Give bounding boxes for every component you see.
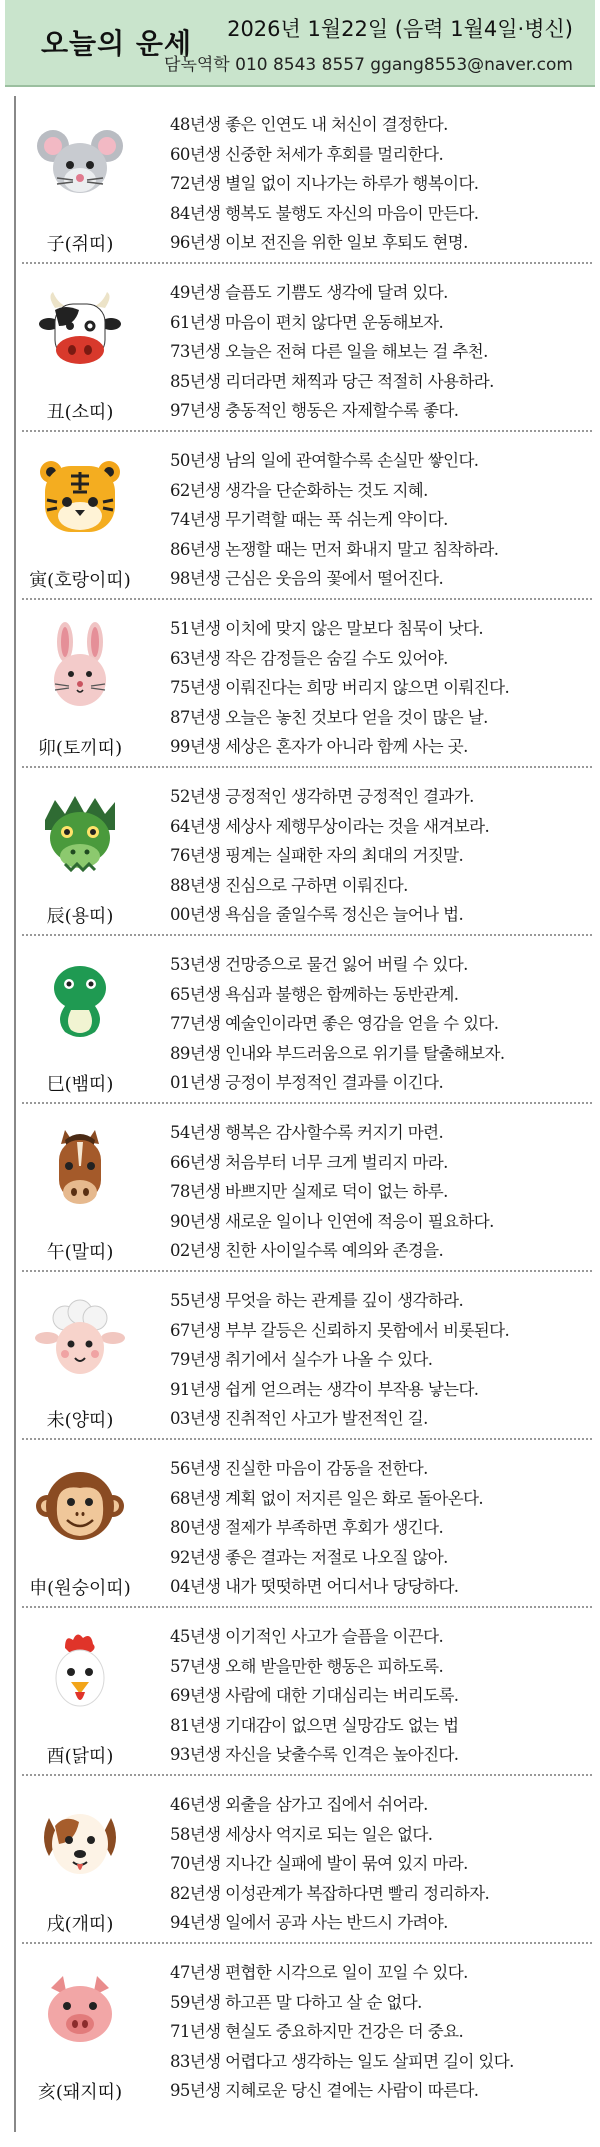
zodiac-entry-horse <box>22 1104 592 1272</box>
fortune-lines <box>170 950 590 1098</box>
fortune-line: 55년생 무엇을 하는 관계를 깊이 생각하라. <box>170 1291 464 1310</box>
fortune-line: 66년생 처음부터 너무 크게 벌리지 마라. <box>170 1152 448 1172</box>
rooster-icon <box>35 1630 125 1720</box>
fortune-line: 84년생 행복도 불행도 자신의 마음이 만든다. <box>170 203 479 223</box>
zodiac-label: 辰(용띠) <box>46 906 114 927</box>
fortune-line: 78년생 바쁘지만 실제로 덕이 없는 하루. <box>170 1182 448 1202</box>
sheep-icon <box>35 1294 125 1384</box>
fortune-line: 52년생 긍정적인 생각하면 긍정적인 결과가. <box>170 787 474 806</box>
fortune-line: 86년생 논쟁할 때는 먼저 화내지 말고 침착하라. <box>170 539 499 559</box>
zodiac-label: 巳(뱀띠) <box>46 1074 114 1095</box>
rat-icon <box>35 118 125 208</box>
fortune-line: 98년생 근심은 웃음의 꽃에서 떨어진다. <box>170 569 444 589</box>
fortune-line: 46년생 외출을 삼가고 집에서 쉬어라. <box>170 1795 428 1814</box>
fortune-line: 53년생 건망증으로 물건 잃어 버릴 수 있다. <box>170 955 468 974</box>
fortune-line: 01년생 긍정이 부정적인 결과를 이긴다. <box>170 1073 444 1093</box>
zodiac-entry-monkey <box>22 1440 592 1608</box>
fortune-line: 96년생 이보 전진을 위한 일보 후퇴도 현명. <box>170 233 468 253</box>
fortune-line: 94년생 일에서 공과 사는 반드시 가려야. <box>170 1913 448 1933</box>
fortune-line: 73년생 오늘은 전혀 다른 일을 해보는 걸 추천. <box>170 342 488 362</box>
fortune-line: 57년생 오해 받을만한 행동은 피하도록. <box>170 1656 444 1676</box>
fortune-line: 61년생 마음이 편치 않다면 운동해보자. <box>170 312 444 332</box>
animal-column <box>30 790 130 930</box>
fortune-line: 75년생 이뤄진다는 희망 버리지 않으면 이뤄진다. <box>170 678 510 698</box>
fortune-lines <box>170 110 590 258</box>
zodiac-label: 寅(호랑이띠) <box>29 570 131 591</box>
zodiac-label: 酉(닭띠) <box>46 1746 114 1767</box>
fortune-lines <box>170 614 590 762</box>
fortune-line: 59년생 하고픈 말 다하고 살 순 없다. <box>170 1992 422 2012</box>
dragon-icon <box>35 790 125 880</box>
fortune-line: 81년생 기대감이 없으면 실망감도 없는 법 <box>170 1715 459 1735</box>
fortune-line: 49년생 슬픔도 기쁨도 생각에 달려 있다. <box>170 283 448 302</box>
zodiac-entry-rat <box>22 96 592 264</box>
fortune-lines <box>170 1118 590 1266</box>
rabbit-icon <box>35 622 125 712</box>
zodiac-label: 戌(개띠) <box>46 1914 114 1935</box>
dog-icon <box>35 1798 125 1888</box>
animal-column <box>30 622 130 762</box>
animal-column <box>30 1798 130 1938</box>
fortune-lines <box>170 1790 590 1938</box>
zodiac-label: 亥(돼지띠) <box>37 2082 123 2103</box>
fortune-line: 89년생 인내와 부드러움으로 위기를 탈출해보자. <box>170 1043 505 1063</box>
fortune-lines <box>170 1454 590 1602</box>
zodiac-entry-dog <box>22 1776 592 1944</box>
fortune-line: 51년생 이치에 맞지 않은 말보다 침묵이 낫다. <box>170 619 484 638</box>
fortune-line: 70년생 지나간 실패에 발이 묶여 있지 마라. <box>170 1854 468 1874</box>
fortune-line: 90년생 새로운 일이나 인연에 적응이 필요하다. <box>170 1211 494 1231</box>
fortune-line: 92년생 좋은 결과는 저절로 나오질 않아. <box>170 1547 448 1567</box>
date-line: 2026년 1월22일 (음력 1월4일·병신) <box>227 17 573 41</box>
fortune-line: 67년생 부부 갈등은 신뢰하지 못함에서 비롯된다. <box>170 1320 510 1340</box>
zodiac-entry-dragon <box>22 768 592 936</box>
fortune-line: 71년생 현실도 중요하지만 건강은 더 중요. <box>170 2022 464 2042</box>
ox-icon <box>35 286 125 376</box>
zodiac-entry-rabbit <box>22 600 592 768</box>
fortune-line: 77년생 예술인이라면 좋은 영감을 얻을 수 있다. <box>170 1014 499 1034</box>
fortune-line: 87년생 오늘은 놓친 것보다 얻을 것이 많은 날. <box>170 707 488 727</box>
fortune-line: 63년생 작은 감정들은 숨길 수도 있어야. <box>170 648 448 668</box>
fortune-lines <box>170 1622 590 1770</box>
animal-column <box>30 286 130 426</box>
fortune-line: 58년생 세상사 억지로 되는 일은 없다. <box>170 1824 433 1844</box>
fortune-line: 76년생 핑계는 실패한 자의 최대의 거짓말. <box>170 846 464 866</box>
fortune-lines <box>170 446 590 594</box>
fortune-line: 54년생 행복은 감사할수록 커지기 마련. <box>170 1123 444 1142</box>
zodiac-label: 申(원숭이띠) <box>29 1578 131 1599</box>
fortune-line: 60년생 신중한 처세가 후회를 멀리한다. <box>170 144 444 164</box>
fortune-line: 88년생 진심으로 구하면 이뤄진다. <box>170 875 408 895</box>
fortune-line: 79년생 취기에서 실수가 나올 수 있다. <box>170 1350 433 1370</box>
fortune-line: 02년생 친한 사이일수록 예의와 존경을. <box>170 1241 444 1261</box>
animal-column <box>30 1294 130 1434</box>
fortune-line: 62년생 생각을 단순화하는 것도 지혜. <box>170 480 428 500</box>
snake-icon <box>35 958 125 1048</box>
fortune-line: 65년생 욕심과 불행은 함께하는 동반관계. <box>170 984 459 1004</box>
fortune-line: 93년생 자신을 낮출수록 인격은 높아진다. <box>170 1745 459 1765</box>
fortune-line: 47년생 편협한 시각으로 일이 꼬일 수 있다. <box>170 1963 468 1982</box>
animal-column <box>30 1462 130 1602</box>
animal-column <box>30 1630 130 1770</box>
zodiac-entry-snake <box>22 936 592 1104</box>
fortune-line: 00년생 욕심을 줄일수록 정신은 늘어나 법. <box>170 905 464 925</box>
zodiac-entry-pig <box>22 1944 592 2112</box>
fortune-line: 74년생 무기력할 때는 푹 쉬는게 약이다. <box>170 510 448 530</box>
animal-column <box>30 1966 130 2106</box>
animal-column <box>30 454 130 594</box>
fortune-lines <box>170 782 590 930</box>
header-banner <box>5 0 595 87</box>
zodiac-label: 卯(토끼띠) <box>37 738 123 759</box>
contact-line: 담녹역학 010 8543 8557 ggang8553@naver.com <box>164 55 573 75</box>
monkey-icon <box>35 1462 125 1552</box>
zodiac-label: 未(양띠) <box>46 1410 114 1431</box>
page-title: 오늘의 운세 <box>41 27 192 60</box>
zodiac-entry-tiger <box>22 432 592 600</box>
fortune-line: 97년생 충동적인 행동은 자제할수록 좋다. <box>170 401 459 421</box>
fortune-line: 69년생 사람에 대한 기대심리는 버리도록. <box>170 1686 459 1706</box>
tiger-icon <box>35 454 125 544</box>
fortune-line: 64년생 세상사 제행무상이라는 것을 새겨보라. <box>170 816 490 836</box>
fortune-line: 91년생 쉽게 얻으려는 생각이 부작용 낳는다. <box>170 1379 479 1399</box>
fortune-line: 48년생 좋은 인연도 내 처신이 결정한다. <box>170 115 448 134</box>
zodiac-label: 子(쥐띠) <box>46 234 114 255</box>
fortune-lines <box>170 278 590 426</box>
fortune-line: 72년생 별일 없이 지나가는 하루가 행복이다. <box>170 174 479 194</box>
fortune-line: 50년생 남의 일에 관여할수록 손실만 쌓인다. <box>170 451 479 470</box>
animal-column <box>30 958 130 1098</box>
fortune-lines <box>170 1286 590 1434</box>
fortune-line: 95년생 지혜로운 당신 곁에는 사람이 따른다. <box>170 2081 479 2101</box>
fortune-line: 99년생 세상은 혼자가 아니라 함께 사는 곳. <box>170 737 468 757</box>
fortune-line: 68년생 계획 없이 저지른 일은 화로 돌아온다. <box>170 1488 484 1508</box>
fortune-line: 56년생 진실한 마음이 감동을 전한다. <box>170 1459 428 1478</box>
zodiac-entry-rooster <box>22 1608 592 1776</box>
fortune-line: 83년생 어렵다고 생각하는 일도 살피면 길이 있다. <box>170 2051 514 2071</box>
fortune-line: 80년생 절제가 부족하면 후회가 생긴다. <box>170 1518 444 1538</box>
animal-column <box>30 1126 130 1266</box>
zodiac-entry-sheep <box>22 1272 592 1440</box>
pig-icon <box>35 1966 125 2056</box>
fortune-lines <box>170 1958 590 2106</box>
fortune-line: 45년생 이기적인 사고가 슬픔을 이끈다. <box>170 1627 444 1646</box>
zodiac-label: 午(말띠) <box>46 1242 114 1263</box>
fortune-line: 85년생 리더라면 채찍과 당근 적절히 사용하라. <box>170 371 494 391</box>
left-rule <box>14 96 16 2132</box>
zodiac-entry-ox <box>22 264 592 432</box>
fortune-line: 82년생 이성관계가 복잡하다면 빨리 정리하자. <box>170 1883 490 1903</box>
zodiac-label: 丑(소띠) <box>46 402 114 423</box>
horse-icon <box>35 1126 125 1216</box>
animal-column <box>30 118 130 258</box>
fortune-line: 03년생 진취적인 사고가 발전적인 길. <box>170 1409 428 1429</box>
fortune-line: 04년생 내가 떳떳하면 어디서나 당당하다. <box>170 1577 459 1597</box>
